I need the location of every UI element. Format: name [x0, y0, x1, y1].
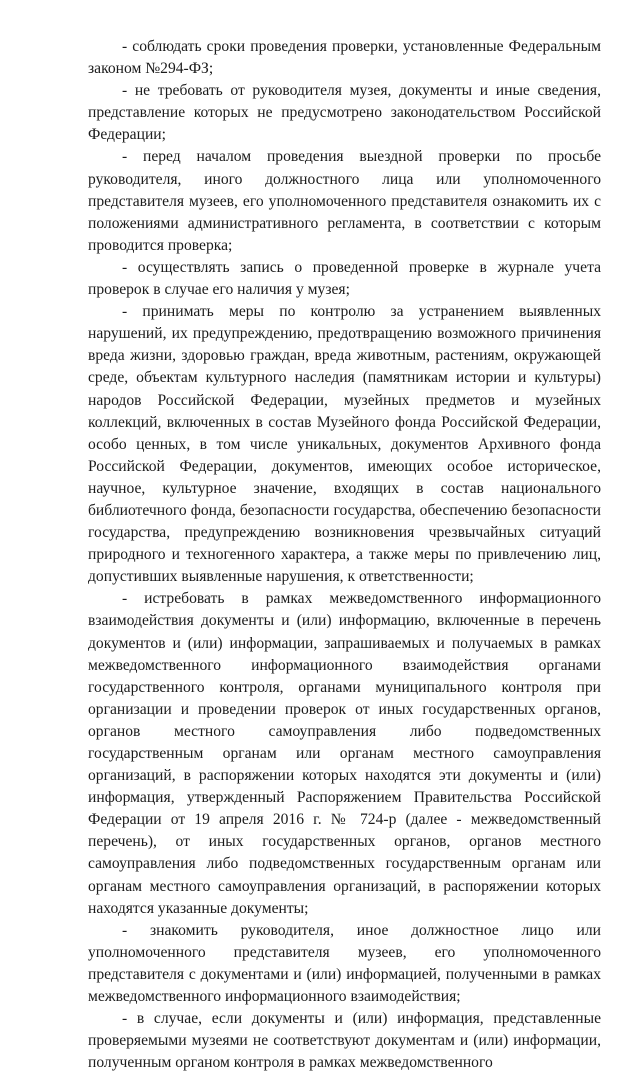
obligation-paragraph-no-extra-documents: - не требовать от руководителя музея, документы и иные сведения, представление которых не предусмотрено законодательством Российской Федерации; — [88, 82, 601, 144]
obligation-paragraph-mismatch-case: - в случае, если документы и (или) информация, представленные проверяемыми музеями не соответствуют документам и (или) информации, полученным органом контроля в рамках межведомственного — [88, 1010, 601, 1072]
obligation-paragraph-acquaint-representative: - знакомить руководителя, иное должностное лицо или уполномоченного представителя музеев, его уполномоченного представителя с документами и (или) информацией, полученными в рамках межведомственного информационного взаимодействия; — [88, 921, 601, 1006]
obligation-paragraph-familiarize-regulation: - перед началом проведения выездной проверки по просьбе руководителя, иного должностного лица или уполномоченного представителя музеев, его уполномоченного представителя ознакомить их с положениями административного регламента, в соответствии с которым проводится проверка; — [88, 148, 601, 254]
obligation-paragraph-control-measures: - принимать меры по контролю за устранением выявленных нарушений, их предупреждению, предотвращению возможного причинения вреда жизни, здоровью граждан, вреда животным, растениям, окружающей среде, объектам культурного наследия (памятникам истории и культуры) народов Российской Федерации, музейных предметов и музейных коллекций, включенных в состав Музейного фонда Российской Федерации, особо ценных, в том числе уникальных, документов Архивного фонда Российской Федерации, документов, имеющих особое историческое, научное, культурное значение, входящих в состав национального библиотечного фонда, безопасности государства, обеспечению безопасности государства, предупреждению возникновения чрезвычайных ситуаций природного и техногенного характера, а также меры по привлечению лиц, допустивших выявленные нарушения, к ответственности; — [88, 303, 601, 586]
document-page — [88, 36, 601, 1074]
obligation-paragraph-request-documents: - истребовать в рамках межведомственного информационного взаимодействия документы и (или) информацию, включенные в перечень документов и (или) информации, запрашиваемых и получаемых в рамках межведомственного информационного взаимодействия органами государственного контроля, органами муниципального контроля при организации и проведении проверок от иных государственных органов, органов местного самоуправления либо подведомственных государственным органам или органам местного самоуправления организаций, в распоряжении которых находятся эти документы и (или) информация, утвержденный Распоряжением Правительства Российской Федерации от 19 апреля 2016 г. № 724-р (далее - межведомственный перечень), от иных государственных органов, органов местного самоуправления либо подведомственных государственным органам или органам местного самоуправления организаций, в распоряжении которых находятся указанные документы; — [88, 590, 601, 917]
obligation-paragraph-deadlines: - соблюдать сроки проведения проверки, установленные Федеральным законом №294-ФЗ; — [88, 38, 601, 78]
obligation-paragraph-journal-record: - осуществлять запись о проведенной проверке в журнале учета проверок в случае его наличия у музея; — [88, 258, 601, 299]
